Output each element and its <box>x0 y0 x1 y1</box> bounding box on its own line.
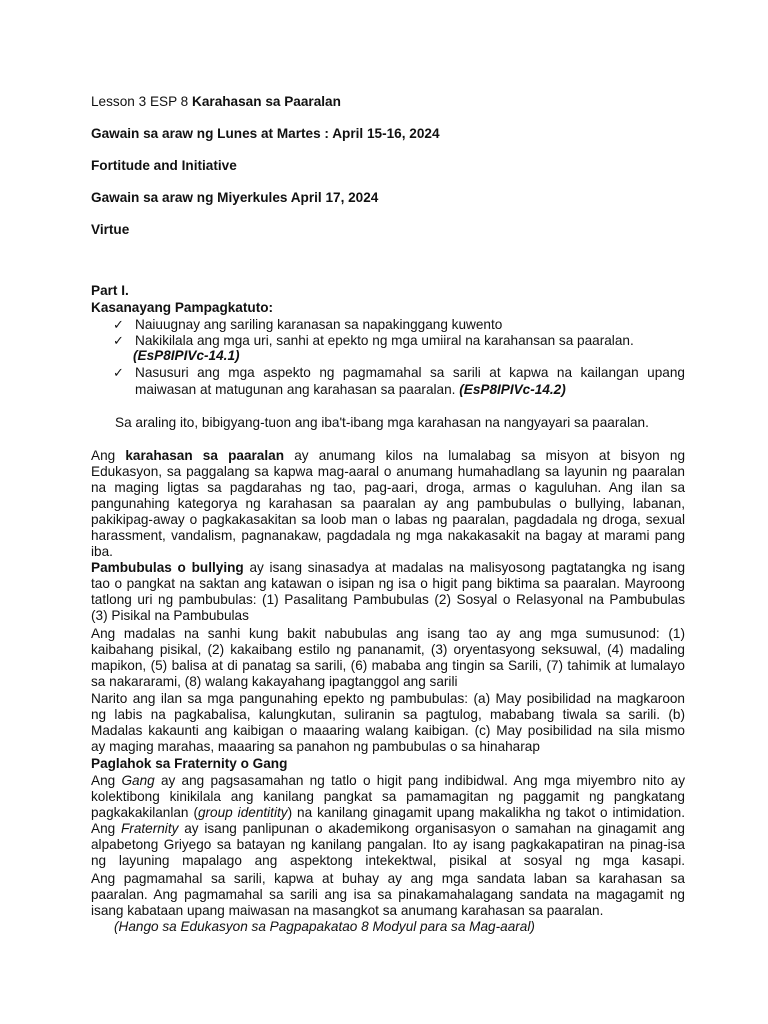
paragraph-line: sa nakararami, (8) walang kakayahang ipagtanggol ang sarili <box>91 674 458 689</box>
paragraph-line: mapikon, (5) balisa at di panatag sa sarili, (6) mababa ang tingin sa Sarili, (7) tahimik at lumalayo <box>91 658 685 673</box>
paragraph-line: Ang karahasan sa paaralan ay anumang kilos na lumalabag sa misyon at bisyon ng <box>91 448 686 463</box>
paragraph-line: Ang Fraternity ay isang panlipunan o akademikong organisasyon o samahan na ginagamit ang <box>91 821 685 836</box>
competencies-heading: Kasanayang Pampagkatuto: <box>91 300 274 315</box>
checkmark-icon: ✓ <box>113 317 124 332</box>
paragraph-line: kolektibong kinikilala ang kanilang pangkat sa pamamagitan ng paggamit ng pangkatang <box>91 789 685 804</box>
paragraph-line: pakikipag-away o pagkakasakitan sa loob man o labas ng paaralan, pagdadala ng droga, sexual <box>91 512 685 527</box>
paragraph-line: kaibahang pisikal, (2) kakaibang estilo ng pananamit, (3) oryentasyong seksuwal, (4) madaling <box>91 642 685 657</box>
competency-item: Nakikilala ang mga uri, sanhi at epekto ng mga umiiral na karahansan sa paaralan. <box>135 333 634 348</box>
paragraph-line: Ang Gang ay ang pagsasamahan ng tatlo o higit pang indibidwal. Ang mga miyembro nito ay <box>91 773 685 788</box>
paragraph-line: tao o pangkat na saktan ang katawan o isipan ng isa o higit pang biktima sa paaralan. Mayroong <box>91 576 685 591</box>
paragraph-line: pangunahing kategorya ng karahasan sa paaralan ay ang pambubulas o bullying, labanan, <box>91 496 685 511</box>
paragraph-line: ng layuning mapalago ang aspektong intekektwal, pisikal at sosyal ng mga kasapi. <box>91 853 685 868</box>
paragraph-line: isang kabataan upang maiwasan na masangkot sa anumang karahasan sa paaralan. <box>91 903 604 918</box>
paragraph-line: iba. <box>91 544 113 559</box>
paragraph-line: Edukasyon, sa paggalang sa kapwa mag-aaral o anumang humahadlang sa layunin ng paaralan <box>91 464 685 479</box>
paragraph-line: ng labis na pagkabalisa, kalungkutan, suliranin sa pagtulog, mababang tiwala sa sarili. (b) <box>91 707 685 722</box>
paragraph-line: Madalas kakaunti ang kaibigan o maaaring walang kaibigan. (c) May posibilidad na sila mismo <box>91 723 685 738</box>
source-citation: (Hango sa Edukasyon sa Pagpapakatao 8 Modyul para sa Mag-aaral) <box>114 919 535 934</box>
paragraph-line: tatlong uri ng pambubulas: (1) Pasalitang Pambubulas (2) Sosyal o Relasyonal na Pambubulas <box>91 592 685 607</box>
schedule-line-3: Gawain sa araw ng Miyerkules April 17, 2024 <box>91 190 379 205</box>
schedule-line-2: Fortitude and Initiative <box>91 158 237 173</box>
paragraph-line: Narito ang ilan sa mga pangunahing epekto ng pambubulas: (a) May posibilidad na magkaroon <box>91 691 685 706</box>
schedule-line-4: Virtue <box>91 222 130 237</box>
paragraph-line: Ang pagmamahal sa sarili, kapwa at buhay ay ang mga sandata laban sa karahasan sa <box>91 871 685 886</box>
competency-item: Nasusuri ang mga aspekto ng pagmamahal sa sarili at kapwa na kailangan upang <box>135 365 685 380</box>
schedule-line-1: Gawain sa araw ng Lunes at Martes : April 15-16, 2024 <box>91 126 440 141</box>
competency-item: Naiuugnay ang sariling karanasan sa napakinggang kuwento <box>135 317 503 332</box>
paragraph-line: Ang madalas na sanhi kung bakit nabubulas ang isang tao ay ang mga sumusunod: (1) <box>91 626 685 641</box>
section-heading: Paglahok sa Fraternity o Gang <box>91 756 288 771</box>
paragraph-line: (3) Pisikal na Pambubulas <box>91 608 249 623</box>
checkmark-icon: ✓ <box>113 333 124 348</box>
lesson-title: Lesson 3 ESP 8 Karahasan sa Paaralan <box>91 94 341 109</box>
checkmark-icon: ✓ <box>113 365 124 380</box>
paragraph-line: na maging ligtas sa pagdarahas ng tao, pag-aari, droga, armas o kaguluhan. Ang ilan sa <box>91 480 685 495</box>
competency-code: (EsP8IPIVc-14.1) <box>133 348 240 363</box>
paragraph-line: harassment, vandalism, pagnanakaw, pagdadala ng mga nakakasakit na bagay at marami pang <box>91 528 685 543</box>
competency-item: maiwasan at matugunan ang karahasan sa paaralan. (EsP8IPIVc-14.2) <box>135 382 566 397</box>
paragraph-line: pagkakakilanlan (group identitity) na kanilang ginagamit upang makalikha ng takot o intimidation. <box>91 805 686 820</box>
paragraph-line: paaralan. Ang pagmamahal sa sarili ang isa sa pinakamahalagang sandata na magagamit ng <box>91 887 685 902</box>
paragraph-line: ay maging marahas, maaaring sa panahon ng pambubulas o sa hinaharap <box>91 739 540 754</box>
intro-sentence: Sa araling ito, bibigyang-tuon ang iba't-ibang mga karahasan na nangyayari sa paaralan. <box>115 415 649 430</box>
paragraph-line: alpabetong Griyego sa batayan ng kanilang pangalan. Ito ay isang pagkakapatiran na pinag-isa <box>91 837 685 852</box>
paragraph-line: Pambubulas o bullying ay isang sinasadya at madalas na malisyosong pagtatangka ng isang <box>91 560 686 575</box>
part-heading: Part I. <box>91 283 129 298</box>
